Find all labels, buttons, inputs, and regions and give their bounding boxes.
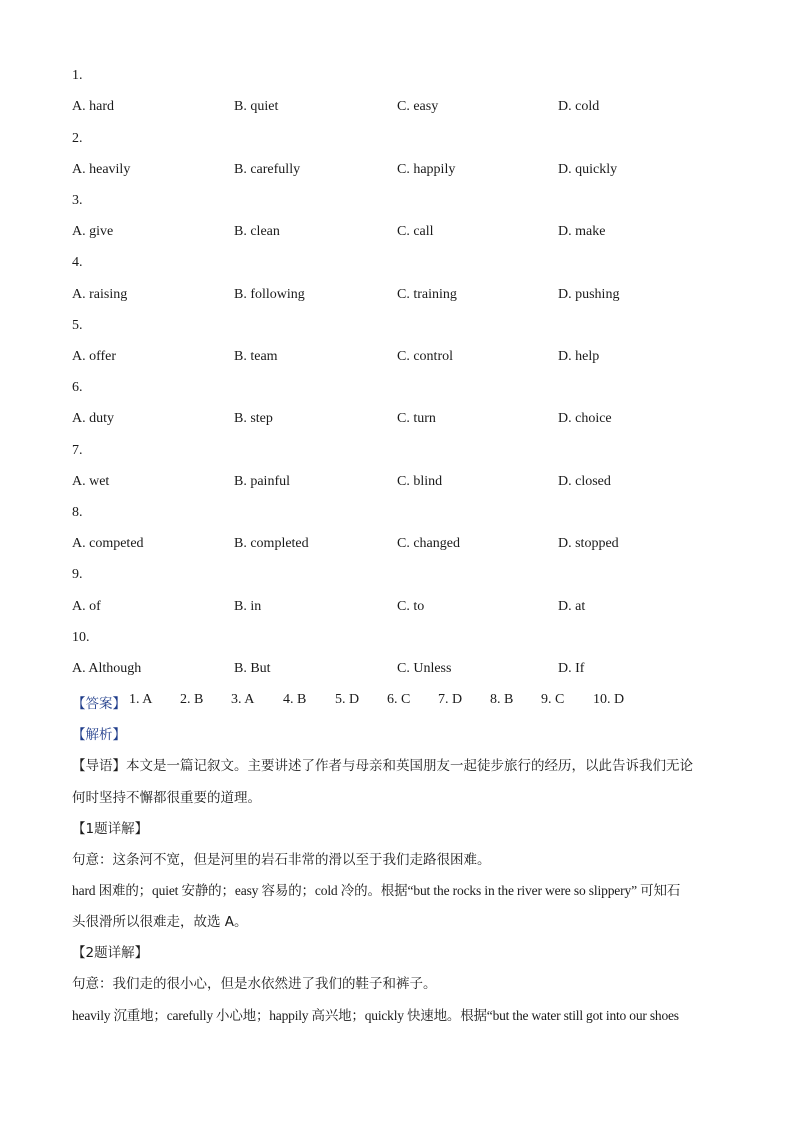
intro-text: 本文是一篇记叙文。主要讲述了作者与母亲和英国朋友一起徒步旅行的经历，以此告诉我们无论	[126, 758, 693, 774]
answer-item: 9. C	[541, 692, 565, 707]
question-number: 10.	[72, 630, 90, 645]
option-d: D. closed	[558, 474, 611, 489]
q1-explanation: hard 困难的；quiet 安静的；easy 容易的；cold 冷的。根据“but the rocks in the river were so slippery” 可知石	[72, 883, 681, 898]
answer-item: 2. B	[180, 692, 204, 707]
option-a: A. heavily	[72, 162, 131, 177]
option-c: C. control	[397, 349, 453, 364]
option-a: A. give	[72, 224, 114, 239]
q1-sentence-meaning: 句意：这条河不宽，但是河里的岩石非常的滑以至于我们走路很困难。	[72, 852, 491, 868]
option-a: A. raising	[72, 287, 128, 302]
question-number: 1.	[72, 68, 83, 83]
q2-explanation: heavily 沉重地；carefully 小心地；happily 高兴地；quickly 快速地。根据“but the water still got into our shoes	[72, 1008, 679, 1023]
option-c: C. blind	[397, 474, 443, 489]
intro-paragraph	[72, 754, 693, 774]
question-number: 7.	[72, 443, 83, 458]
analysis-label: 【解析】	[72, 727, 126, 743]
q1-detail-heading: 【1题详解】	[72, 821, 149, 837]
option-b: B. But	[234, 661, 271, 676]
option-c: C. to	[397, 599, 425, 614]
option-a: A. competed	[72, 536, 144, 551]
option-d: D. choice	[558, 411, 612, 426]
option-a: A. of	[72, 599, 101, 614]
option-b: B. step	[234, 411, 273, 426]
question-number: 9.	[72, 567, 83, 582]
answer-item: 5. D	[335, 692, 360, 707]
answer-item: 7. D	[438, 692, 463, 707]
option-c: C. Unless	[397, 661, 452, 676]
option-c: C. easy	[397, 99, 439, 114]
option-d: D. If	[558, 661, 585, 676]
answer-item: 4. B	[283, 692, 307, 707]
option-a: A. wet	[72, 474, 110, 489]
option-c: C. training	[397, 287, 457, 302]
question-number: 3.	[72, 193, 83, 208]
intro-continued: 何时坚持不懈都很重要的道理。	[72, 790, 261, 806]
option-a: A. Although	[72, 661, 142, 676]
answer-item: 3. A	[231, 692, 255, 707]
option-b: B. clean	[234, 224, 280, 239]
option-a: A. duty	[72, 411, 114, 426]
option-c: C. happily	[397, 162, 456, 177]
option-b: B. completed	[234, 536, 309, 551]
option-b: B. quiet	[234, 99, 279, 114]
question-number: 5.	[72, 318, 83, 333]
option-a: A. hard	[72, 99, 114, 114]
option-d: D. at	[558, 599, 586, 614]
option-b: B. carefully	[234, 162, 301, 177]
q2-detail-heading: 【2题详解】	[72, 945, 149, 961]
option-b: B. following	[234, 287, 305, 302]
option-b: B. painful	[234, 474, 290, 489]
answer-item: 6. C	[387, 692, 411, 707]
option-b: B. team	[234, 349, 278, 364]
option-d: D. make	[558, 224, 606, 239]
option-c: C. call	[397, 224, 434, 239]
option-d: D. pushing	[558, 287, 620, 302]
answer-item: 8. B	[490, 692, 514, 707]
question-number: 2.	[72, 131, 83, 146]
option-d: D. cold	[558, 99, 600, 114]
question-number: 8.	[72, 505, 83, 520]
question-number: 6.	[72, 380, 83, 395]
answer-label: 【答案】	[72, 696, 126, 712]
option-b: B. in	[234, 599, 262, 614]
q2-sentence-meaning: 句意：我们走的很小心，但是水依然进了我们的鞋子和裤子。	[72, 976, 437, 992]
option-c: C. changed	[397, 536, 460, 551]
option-c: C. turn	[397, 411, 436, 426]
option-d: D. help	[558, 349, 600, 364]
answer-item: 1. A	[129, 692, 153, 707]
question-number: 4.	[72, 255, 83, 270]
option-a: A. offer	[72, 349, 117, 364]
answer-item: 10. D	[593, 692, 625, 707]
intro-label: 【导语】	[72, 758, 126, 774]
option-d: D. quickly	[558, 162, 618, 177]
q1-explanation-continued: 头很滑所以很难走，故选 A。	[72, 914, 248, 930]
option-d: D. stopped	[558, 536, 619, 551]
